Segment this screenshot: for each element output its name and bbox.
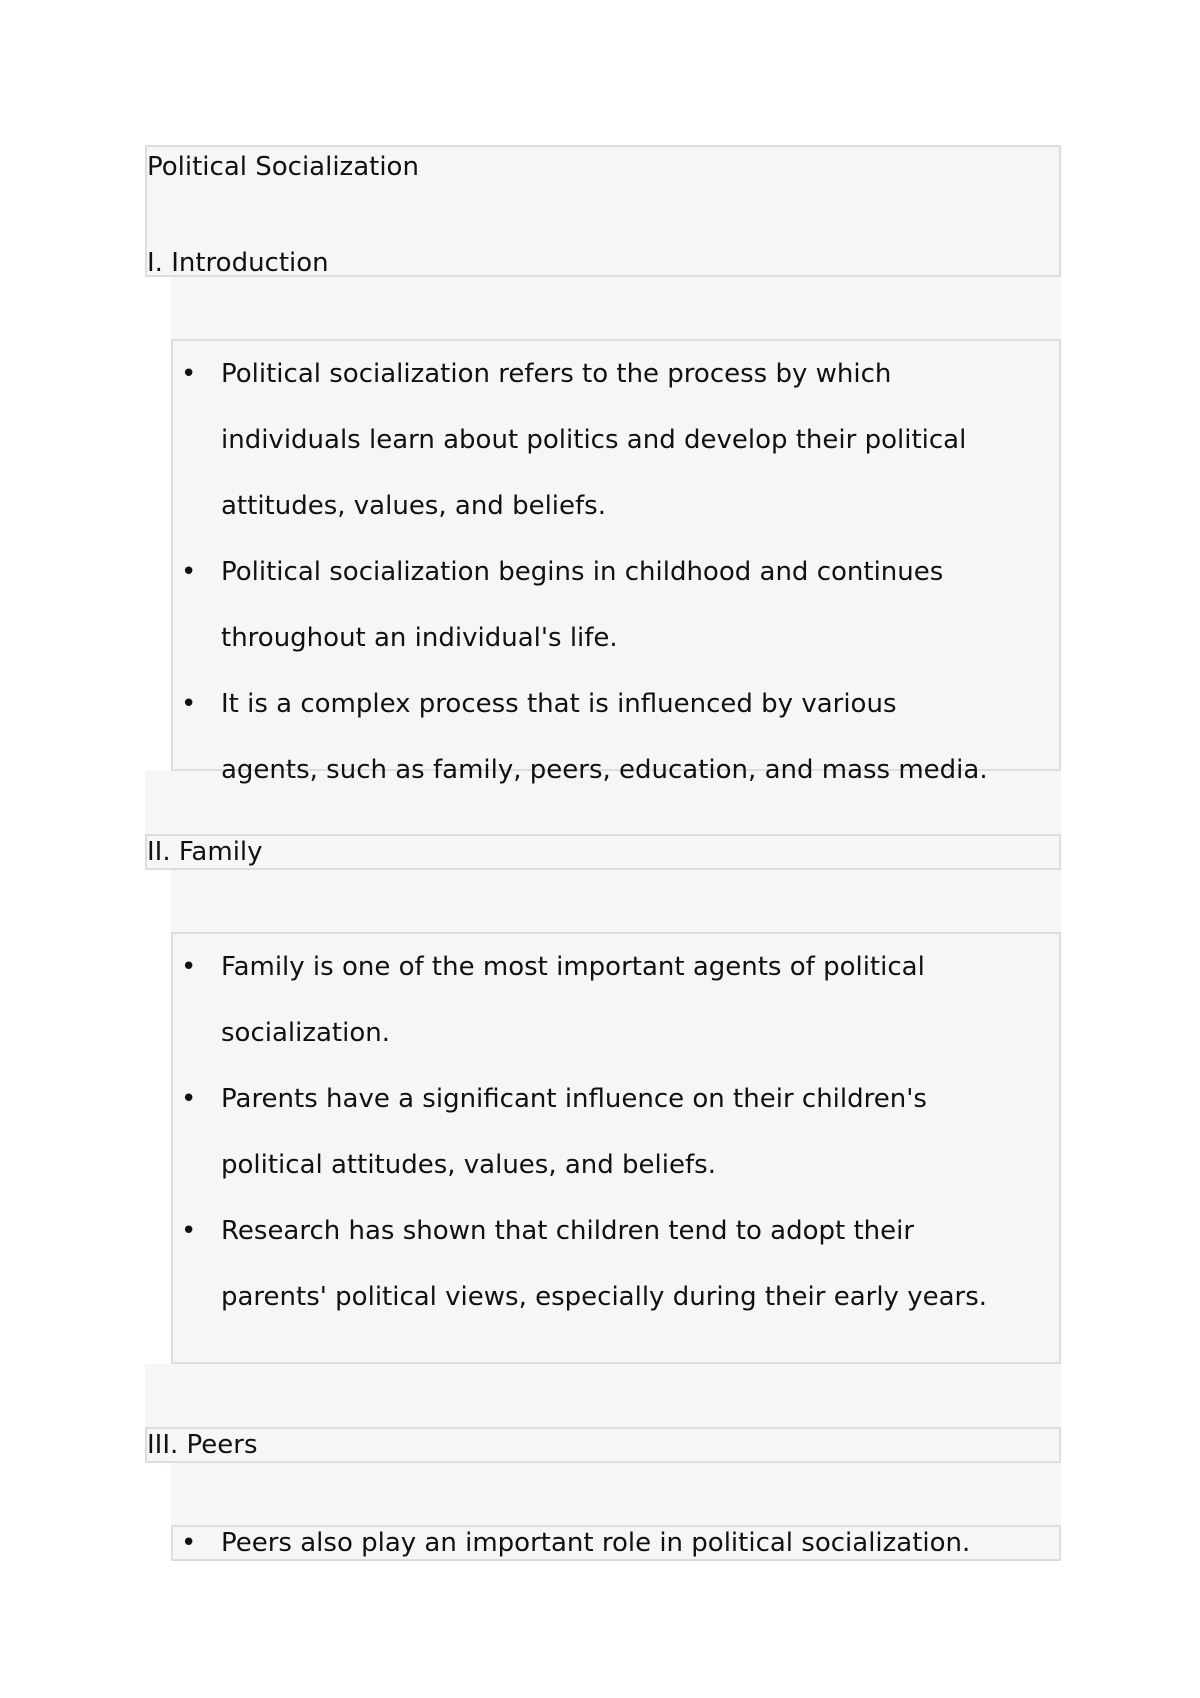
section-heading-introduction: I. Introduction — [147, 248, 329, 278]
bullet-line: individuals learn about politics and develop their political — [221, 425, 967, 455]
list-item — [173, 539, 1059, 671]
spacer — [171, 870, 1061, 932]
bullet-line: • Research has shown that children tend to adopt their — [221, 1216, 915, 1246]
bullet-line: • Political socialization begins in childhood and continues — [221, 557, 944, 587]
spacer — [171, 277, 1061, 339]
bullet-line: throughout an individual's life. — [221, 623, 618, 653]
bullet-line: • Political socialization refers to the process by which — [221, 359, 892, 389]
list-item — [173, 934, 1059, 1066]
introduction-bullet-list — [171, 339, 1061, 785]
bullet-line: political attitudes, values, and beliefs. — [221, 1150, 716, 1180]
list-item — [173, 341, 1059, 539]
bullet-line: • Peers also play an important role in political socialization. — [221, 1528, 971, 1558]
bullet-line: attitudes, values, and beliefs. — [221, 491, 606, 521]
bullet-line: socialization. — [221, 1018, 390, 1048]
spacer — [145, 1364, 1061, 1427]
bullet-line: • Parents have a significant influence on their children's — [221, 1084, 927, 1114]
title-block — [145, 145, 1061, 277]
bullet-line: parents' political views, especially during their early years. — [221, 1282, 988, 1312]
list-item — [173, 1066, 1059, 1198]
section-heading-family: II. Family — [145, 834, 1061, 870]
section-heading-peers: III. Peers — [145, 1427, 1061, 1463]
family-bullet-list — [171, 932, 1061, 1364]
document-title: Political Socialization — [147, 152, 419, 182]
list-item — [173, 1198, 1059, 1330]
peers-bullet-list — [171, 1525, 1061, 1561]
spacer — [171, 1463, 1061, 1525]
list-item — [173, 1527, 1059, 1559]
document-body — [145, 145, 1061, 1561]
bullet-line: • Family is one of the most important agents of political — [221, 952, 925, 982]
bullet-line: • It is a complex process that is influenced by various — [221, 689, 897, 719]
list-item — [173, 671, 1059, 803]
bullet-line: agents, such as family, peers, education, and mass media. — [221, 755, 988, 785]
